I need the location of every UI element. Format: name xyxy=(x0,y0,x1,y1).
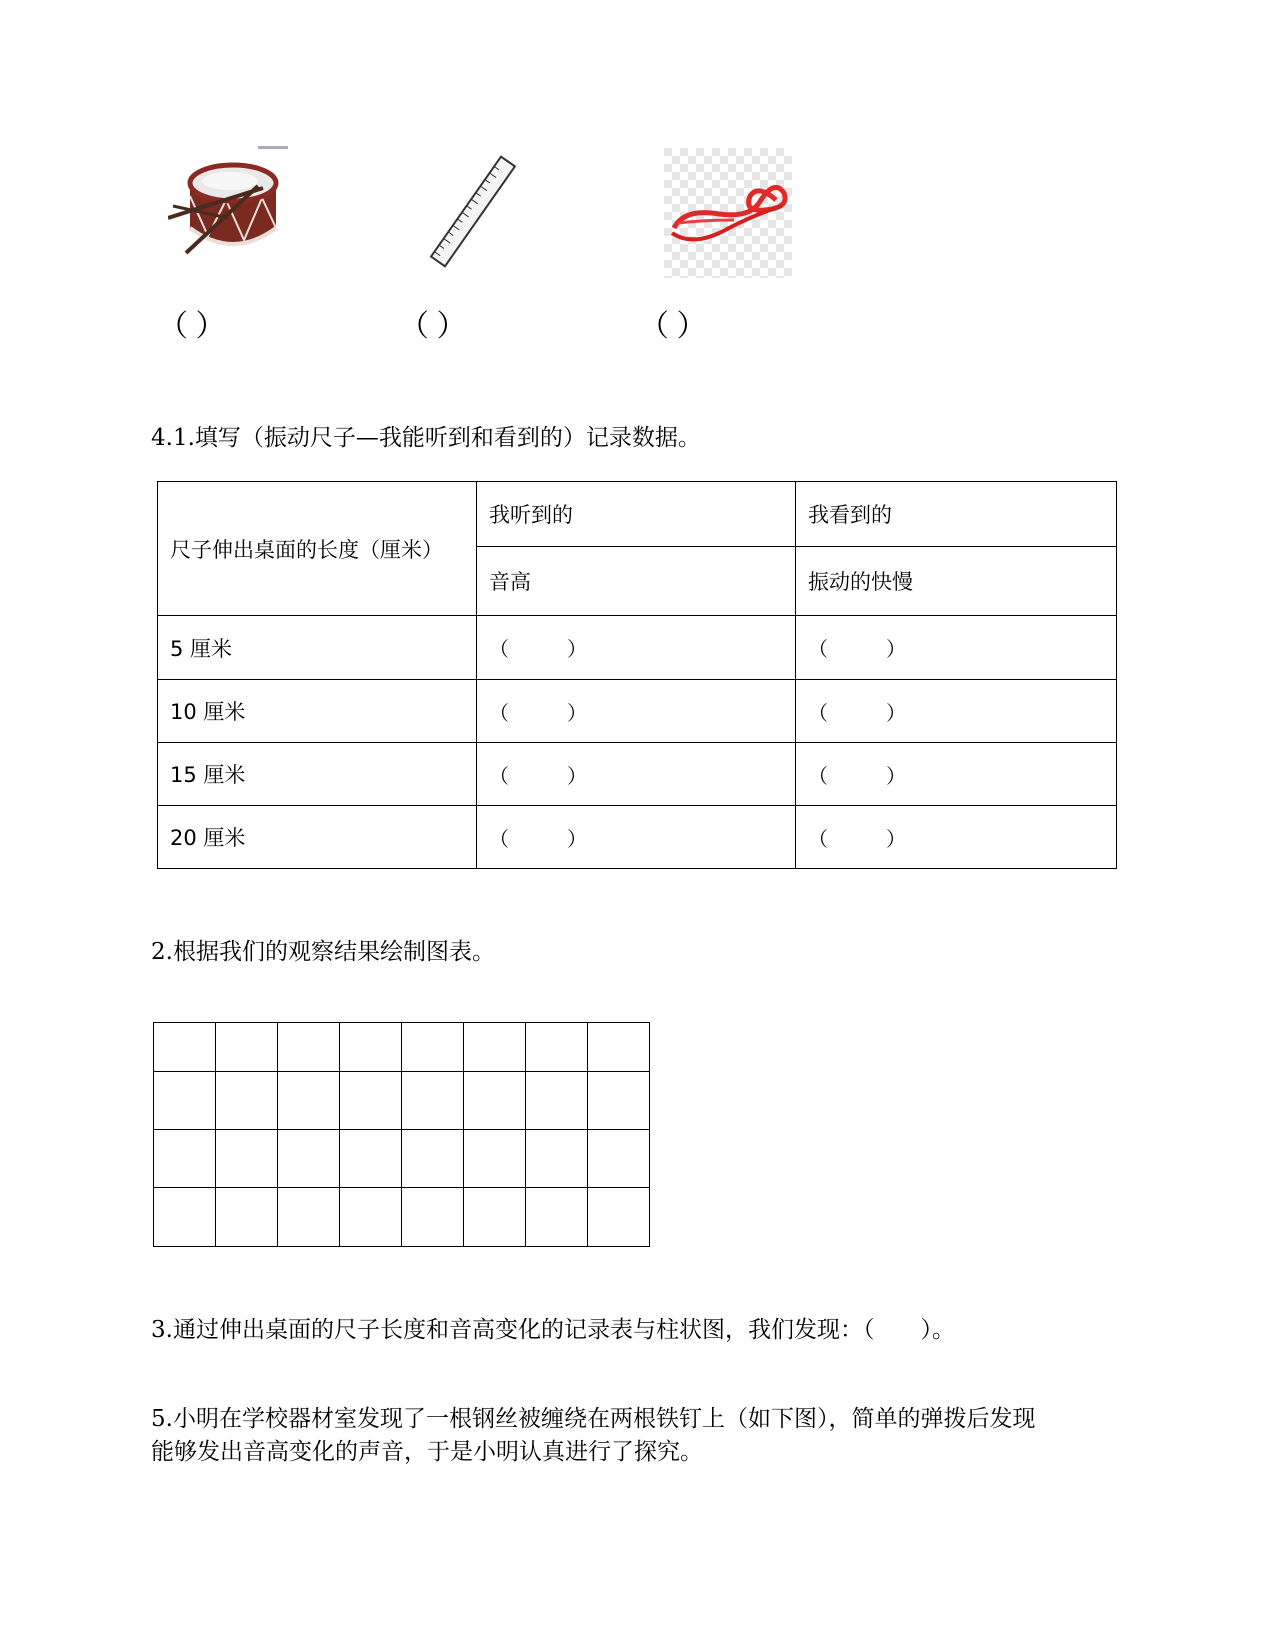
subheader-pitch: 音高 xyxy=(477,547,796,616)
table-row xyxy=(158,806,1117,869)
row-length: 10 厘米 xyxy=(158,680,477,743)
table-row xyxy=(158,680,1117,743)
speed-answer-cell[interactable]: （ ） xyxy=(796,680,1117,743)
question-2: 2.根据我们的观察结果绘制图表。 xyxy=(151,939,495,965)
speed-answer-cell[interactable]: （ ） xyxy=(796,806,1117,869)
pitch-answer-cell[interactable]: （ ） xyxy=(477,616,796,680)
ruler-image xyxy=(420,155,525,270)
pitch-answer-cell[interactable]: （ ） xyxy=(477,806,796,869)
pitch-answer-cell[interactable]: （ ） xyxy=(477,680,796,743)
rubber-band-image xyxy=(664,148,792,278)
header-length: 尺子伸出桌面的长度（厘米） xyxy=(158,482,477,616)
row-length: 20 厘米 xyxy=(158,806,477,869)
table-row xyxy=(158,743,1117,806)
record-table xyxy=(157,481,1117,869)
row-length: 5 厘米 xyxy=(158,616,477,680)
subheader-speed: 振动的快慢 xyxy=(796,547,1117,616)
question-5-line-2: 能够发出音高变化的声音，于是小明认真进行了探究。 xyxy=(151,1439,703,1465)
pitch-answer-cell[interactable]: （ ） xyxy=(477,743,796,806)
rubber-band-answer-blank[interactable]: （ ） xyxy=(639,310,707,343)
row-length: 15 厘米 xyxy=(158,743,477,806)
speed-answer-cell[interactable]: （ ） xyxy=(796,743,1117,806)
question-5-line-1: 5.小明在学校器材室发现了一根钢丝被缠绕在两根铁钉上（如下图），简单的弹拨后发现 xyxy=(151,1406,1036,1432)
table-row xyxy=(158,616,1117,680)
question-4-1: 4.1.填写（振动尺子—我能听到和看到的）记录数据。 xyxy=(151,425,701,451)
drum-answer-blank[interactable]: （ ） xyxy=(158,310,226,343)
question-3: 3.通过伸出桌面的尺子长度和音高变化的记录表与柱状图，我们发现：（ ）。 xyxy=(151,1317,955,1343)
header-heard: 我听到的 xyxy=(477,482,796,547)
ruler-answer-blank[interactable]: （ ） xyxy=(399,310,467,343)
speed-answer-cell[interactable]: （ ） xyxy=(796,616,1117,680)
drum-caption-mark xyxy=(258,146,288,149)
drum-image xyxy=(168,148,293,266)
header-seen: 我看到的 xyxy=(796,482,1117,547)
chart-grid[interactable] xyxy=(153,1022,650,1247)
